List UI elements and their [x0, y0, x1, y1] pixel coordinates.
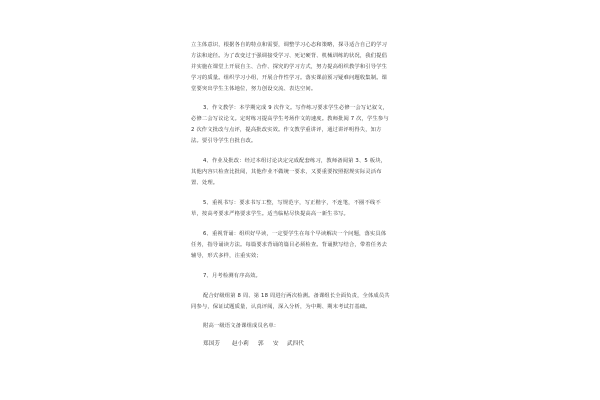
members-heading: 附高一级语文备课组成员名单： — [203, 323, 280, 329]
member-name: 安 — [273, 341, 279, 347]
text-line: 7、月考检测有序高效。 — [203, 273, 261, 279]
text-line: 任务，指导诵读方法。每篇要求背诵的篇目必须检查。背诵默写结合，带着任务去 — [191, 242, 388, 248]
member-name: 赵小莉 — [232, 341, 249, 347]
text-line: 必修二会写议论文。定时练习提高学生考场作文的速度。教师批阅 7 次，学生参与 — [191, 116, 389, 122]
text-line: 其他内容只检查比批阅，其他作业不做统一要求，又要重要按照据规实际灵活布 — [191, 169, 382, 175]
text-line: 2 次作文批改与点评，提高批改实效。作文教学重讲评，通过讲评明得失，知方 — [191, 127, 382, 133]
text-line: 置、处理。 — [191, 180, 219, 186]
member-name: 郭 — [258, 341, 264, 347]
member-name: 武四代 — [287, 341, 304, 347]
text-line: 堂要突出学生主体地位，努力创设交流、表达空间。 — [191, 86, 317, 92]
text-line: 并实施在课堂上开展自主、合作、探究的学习方式，努力提高组织教学和引导学生 — [191, 64, 388, 70]
text-line: 学习的质量。组织学习小组，开展合作性学习。落实课前预习疑难问题收集制。课 — [191, 75, 388, 81]
text-line: 方法和途径。为了改变过于强调接受学习、死记硬背、机械训练的状况，我们提倡 — [191, 53, 388, 59]
text-line: 草，按高考要求严格要求学生。适当临帖尽快提高高一新生书写。 — [191, 211, 349, 217]
text-line: 立主体意识，根据各自的特点和需要，调整学习心态和策略，探寻适合自己的学习 — [191, 42, 388, 48]
text-line: 同参与，保证试题质量，认真评阅，深入分析，为中期、期末考试打基础。 — [191, 304, 371, 310]
text-line: 6、重视背诵：组织好早读，一定要学生在每个早读解决一个问题，落实具体 — [203, 231, 387, 237]
text-line: 配合好级组第 8 周、第 18 周进行两次检测。备课组长全面负责，全体成员共 — [203, 293, 390, 299]
text-line: 3、作文教学：本学期完成 9 次作文。写作练习要求学生必修一会写记叙文， — [203, 105, 389, 111]
text-line: 辅导，形式多样，注重实效； — [191, 253, 262, 259]
text-line: 4、作业及批改：经过本组讨论决定完成配套练习，教师备阅第 3、5 板块， — [203, 158, 387, 164]
member-name: 郑国芳 — [203, 341, 220, 347]
text-line: 5、重视书写：要求书写工整，写规范字，写正楷字，不连笔，不圈不线不 — [203, 200, 381, 206]
text-line: 法。要引导学生自批自改。 — [191, 138, 257, 144]
